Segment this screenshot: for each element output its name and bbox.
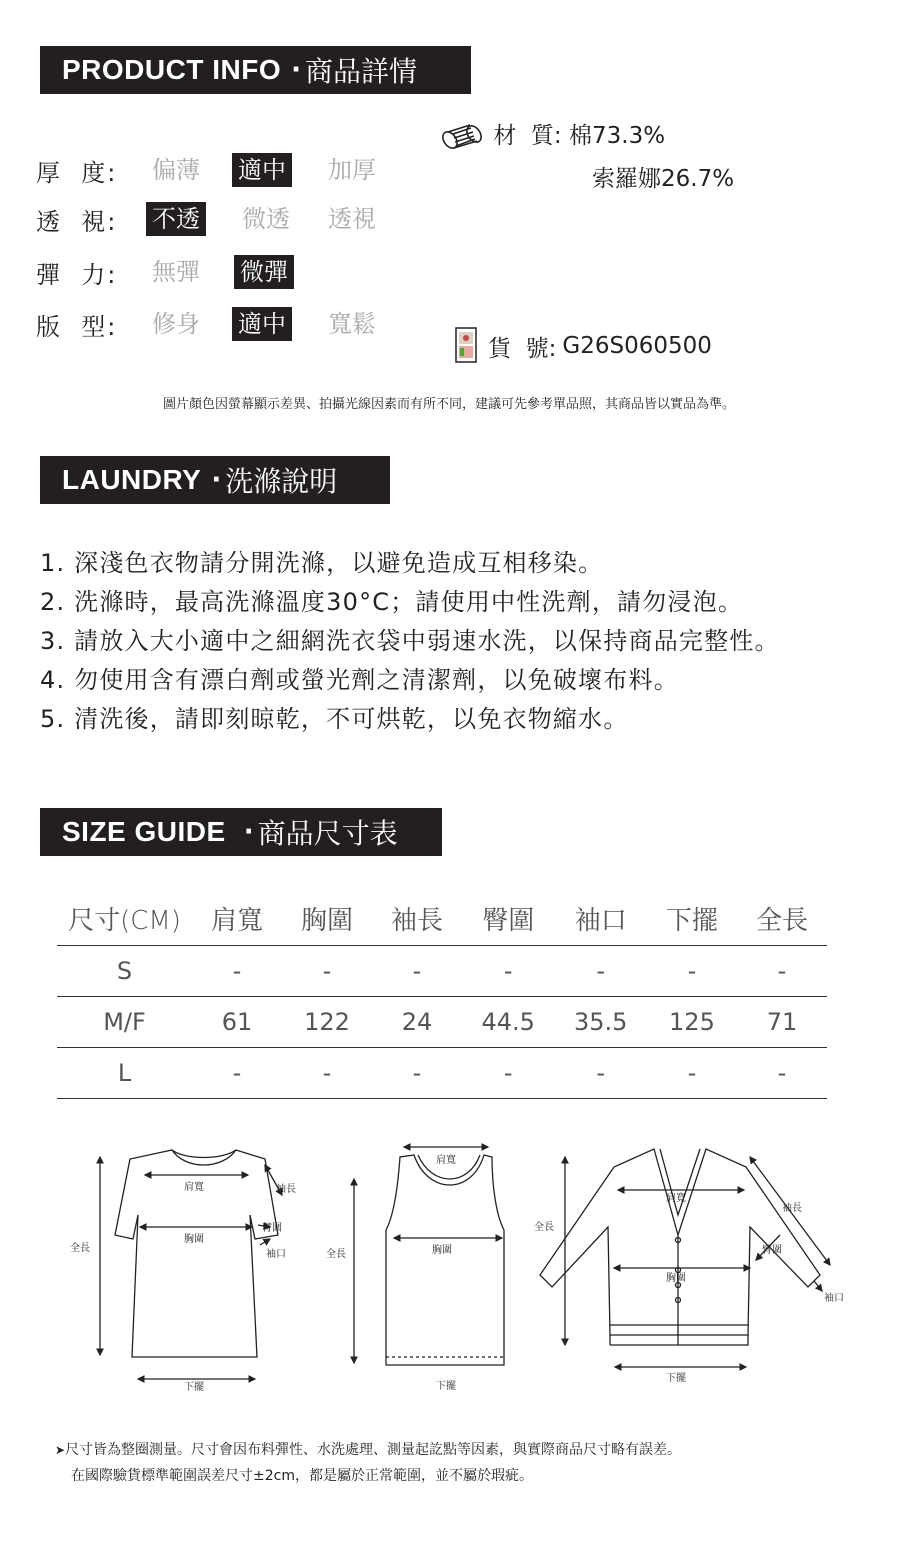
label-chest: 胸圍 [666, 1273, 686, 1284]
product-info-title-zh: 商品詳情 [305, 55, 418, 88]
column-header: 尺寸(CM) [57, 893, 192, 945]
size-value-cell: - [647, 945, 737, 996]
column-header: 臀圍 [462, 893, 554, 945]
footnote-line-1: 尺寸皆為整圈測量。尺寸會因布料彈性、水洗處理、測量起訖點等因素，與實際商品尺寸略有誤差。 [65, 1442, 682, 1458]
sku-value: G26S060500 [562, 333, 712, 359]
size-value-cell: - [192, 1047, 282, 1098]
size-value-cell: 44.5 [462, 996, 554, 1047]
label-hip: 臂圍 [762, 1245, 782, 1256]
thread-spool-icon [440, 122, 484, 152]
footnote-line-2: 在國際驗貨標準範圍誤差尺寸±2cm，都是屬於正常範圍，並不屬於瑕疵。 [71, 1468, 533, 1484]
size-table-header-row [57, 893, 827, 945]
label-chest: 胸圍 [184, 1234, 204, 1245]
label-cuff: 袖口 [824, 1293, 844, 1304]
laundry-item: 2. 洗滌時，最高洗滌溫度30°C；請使用中性洗劑，請勿浸泡。 [40, 588, 744, 616]
size-value-cell: - [462, 1047, 554, 1098]
size-value-cell: - [192, 945, 282, 996]
garment-measurement-diagrams [60, 1135, 850, 1405]
size-value-cell: 35.5 [554, 996, 646, 1047]
size-value-cell: - [647, 1047, 737, 1098]
size-label-cell: S [57, 945, 192, 996]
attribute-option-selected: 微彈 [234, 255, 294, 289]
size-value-cell: - [737, 945, 827, 996]
column-header: 下擺 [647, 893, 737, 945]
laundry-item: 1. 深淺色衣物請分開洗滌，以避免造成互相移染。 [40, 549, 604, 577]
label-shoulder: 肩寬 [436, 1155, 456, 1166]
attribute-label: 厚 度: [36, 158, 118, 187]
label-hip: 臂圍 [262, 1223, 282, 1234]
label-hem: 下擺 [666, 1373, 686, 1384]
attribute-option: 加厚 [328, 156, 376, 184]
size-label-cell: M/F [57, 996, 192, 1047]
laundry-item: 5. 清洗後，請即刻晾乾，不可烘乾，以免衣物縮水。 [40, 705, 629, 733]
column-header: 全長 [737, 893, 827, 945]
attribute-option: 寬鬆 [328, 310, 376, 338]
attribute-label: 彈 力: [36, 260, 118, 289]
cardigan-diagram [540, 1149, 830, 1367]
table-row [57, 996, 827, 1047]
size-value-cell: 71 [737, 996, 827, 1047]
size-guide-title-en: SIZE GUIDE [62, 816, 226, 847]
laundry-instructions [40, 544, 780, 739]
label-shoulder: 肩寬 [184, 1182, 204, 1193]
product-info-header [40, 46, 471, 94]
size-value-cell: - [282, 1047, 372, 1098]
size-guide-title-zh: 商品尺寸表 [257, 817, 398, 850]
size-value-cell: - [554, 1047, 646, 1098]
tag-icon [454, 326, 480, 366]
attribute-row [36, 306, 456, 342]
size-value-cell: - [462, 945, 554, 996]
sku-info [454, 326, 712, 366]
attribute-option: 修身 [152, 310, 200, 338]
material-line-2: 索羅娜26.7% [592, 166, 735, 192]
laundry-item: 3. 請放入大小適中之細網洗衣袋中弱速水洗，以保持商品完整性。 [40, 627, 780, 655]
laundry-title-zh: 洗滌說明 [225, 465, 338, 498]
header-separator: · [243, 817, 254, 847]
pointer-arrow-icon: ➤ [55, 1443, 66, 1457]
label-hem: 下擺 [436, 1381, 456, 1392]
laundry-item: 4. 勿使用含有漂白劑或螢光劑之清潔劑，以免破壞布料。 [40, 666, 679, 694]
size-value-cell: - [372, 945, 462, 996]
size-guide-header [40, 808, 442, 856]
header-separator: · [291, 55, 301, 85]
material-label: 材 質: [493, 123, 562, 149]
table-row [57, 945, 827, 996]
label-hem: 下擺 [184, 1382, 204, 1393]
laundry-header [40, 456, 390, 504]
attribute-option: 無彈 [152, 258, 200, 286]
material-line-1: 棉73.3% [569, 123, 666, 149]
attribute-option: 偏薄 [152, 156, 200, 184]
size-value-cell: - [554, 945, 646, 996]
attribute-option-selected: 適中 [232, 307, 292, 341]
sku-label: 貨 號: [488, 335, 557, 362]
label-length: 全長 [70, 1243, 90, 1254]
column-header: 肩寬 [192, 893, 282, 945]
attribute-label: 透 視: [36, 207, 118, 236]
product-info-title-en: PRODUCT INFO [62, 54, 282, 85]
size-label-cell: L [57, 1047, 192, 1098]
label-cuff: 袖口 [266, 1249, 286, 1260]
attribute-label: 版 型: [36, 312, 118, 341]
label-length: 全長 [534, 1222, 554, 1233]
size-value-cell: - [737, 1047, 827, 1098]
size-table [57, 893, 827, 1099]
label-sleeve: 袖長 [276, 1184, 296, 1195]
color-disclaimer: 圖片顏色因螢幕顯示差異、拍攝光線因素而有所不同，建議可先參考單品照，其商品皆以實品為準。 [162, 397, 735, 412]
column-header: 袖長 [372, 893, 462, 945]
label-length: 全長 [326, 1249, 346, 1260]
tank-top-diagram [354, 1147, 504, 1365]
attribute-row [36, 152, 456, 188]
size-footnote [55, 1437, 681, 1489]
attribute-row [36, 201, 456, 237]
laundry-title-en: LAUNDRY [62, 464, 202, 495]
attribute-option: 微透 [242, 205, 290, 233]
label-chest: 胸圍 [432, 1245, 452, 1256]
table-row [57, 1047, 827, 1098]
size-value-cell: 24 [372, 996, 462, 1047]
attribute-row [36, 254, 456, 290]
material-info [440, 117, 665, 152]
size-value-cell: 122 [282, 996, 372, 1047]
column-header: 胸圍 [282, 893, 372, 945]
attribute-option-selected: 適中 [232, 153, 292, 187]
size-value-cell: - [372, 1047, 462, 1098]
size-value-cell: 61 [192, 996, 282, 1047]
size-value-cell: 125 [647, 996, 737, 1047]
header-separator: · [211, 465, 222, 495]
attribute-option-selected: 不透 [146, 202, 206, 236]
label-sleeve: 袖長 [782, 1203, 802, 1214]
label-shoulder: 肩寬 [666, 1193, 686, 1204]
column-header: 袖口 [554, 893, 646, 945]
attribute-option: 透視 [328, 205, 376, 233]
size-value-cell: - [282, 945, 372, 996]
